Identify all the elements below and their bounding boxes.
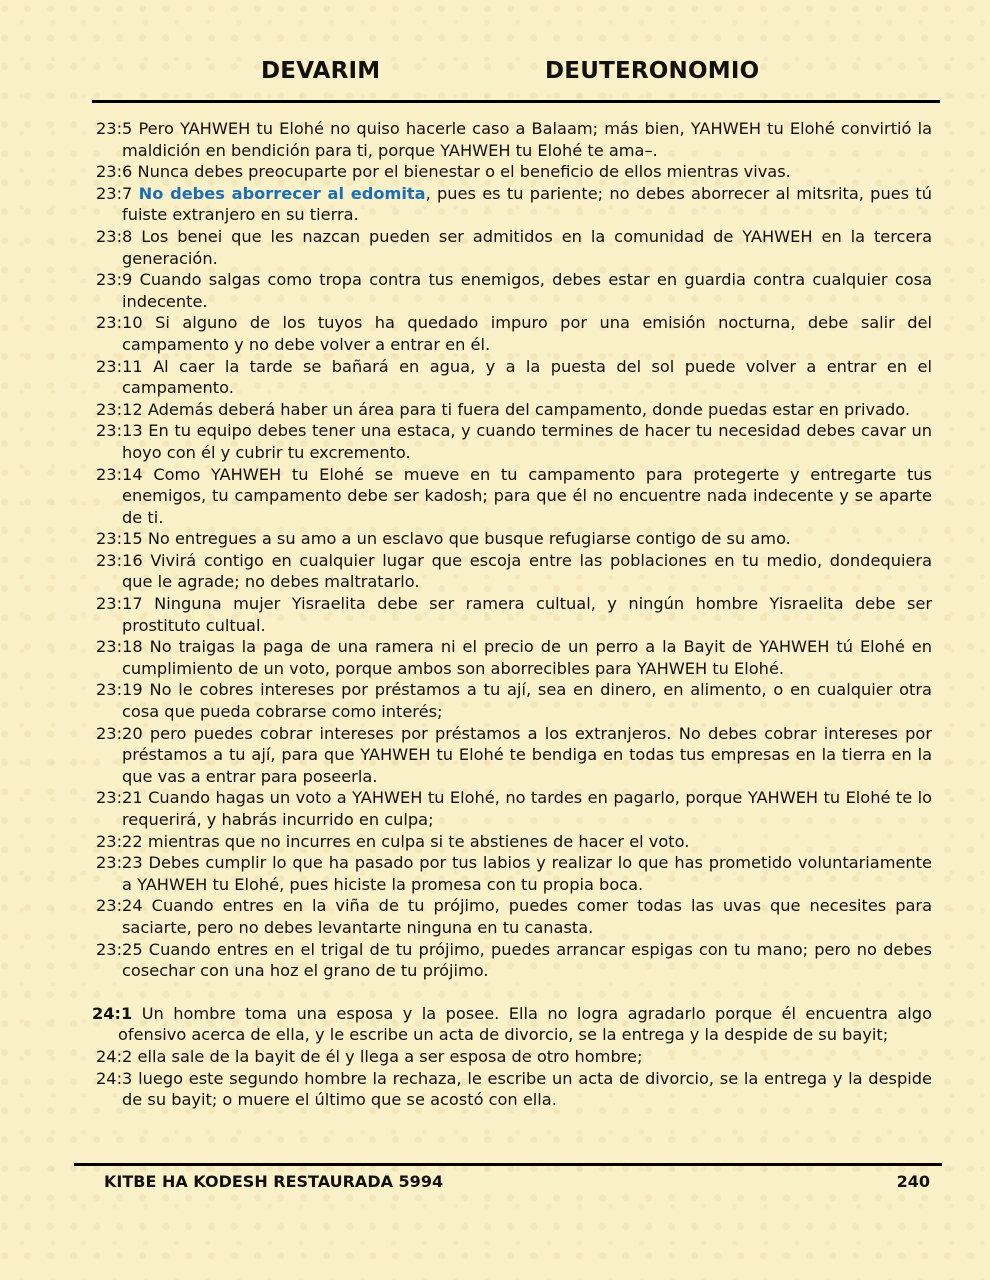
verse-text: Pero YAHWEH tu Elohé no quiso hacerle caso a Balaam; más bien, YAHWEH tu Elohé convirtió la maldición en bendición para ti, porque YAHWEH tu Elohé te ama–. xyxy=(122,119,932,160)
verse-text: En tu equipo debes tener una estaca, y cuando termines de hacer tu necesidad debes cavar un hoyo con él y cubrir tu excremento. xyxy=(122,421,932,462)
scripture-body xyxy=(92,118,932,1111)
verse xyxy=(96,118,932,161)
book-title-spanish: DEUTERONOMIO xyxy=(545,58,760,84)
verse xyxy=(96,831,932,853)
verse xyxy=(92,1003,932,1046)
verse-ref: 23:16 xyxy=(96,550,143,570)
verse xyxy=(96,787,932,830)
verse-text: Al caer la tarde se bañará en agua, y a la puesta del sol puede volver a entrar en el campamento. xyxy=(122,356,932,398)
verse xyxy=(96,183,932,226)
verse-ref: 23:22 xyxy=(96,831,143,851)
verse-ref: 23:11 xyxy=(96,356,143,376)
verse-ref: 23:8 xyxy=(96,226,133,246)
verse-text: Cuando entres en la viña de tu prójimo, puedes comer todas las uvas que necesites para saciarte, pero no debes levantarte ninguna en tu canasta. xyxy=(122,896,932,937)
verse xyxy=(96,1068,932,1111)
verse-text: mientras que no incurres en culpa si te abstienes de hacer el voto. xyxy=(147,831,690,851)
book-title-hebrew: DEVARIM xyxy=(261,58,381,84)
verse xyxy=(96,723,932,788)
verse xyxy=(96,312,932,355)
verse xyxy=(96,679,932,722)
verse xyxy=(96,399,932,421)
verse-text: Cuando hagas un voto a YAHWEH tu Elohé, no tardes en pagarlo, porque YAHWEH tu Elohé te lo requerirá, y habrás incurrido en culpa; xyxy=(122,788,932,829)
verse-ref: 23:23 xyxy=(96,853,143,873)
verse-highlight: No debes aborrecer al edomita xyxy=(138,183,426,203)
verse xyxy=(96,226,932,269)
verse xyxy=(96,593,932,636)
verse-text: Si alguno de los tuyos ha quedado impuro por una emisión nocturna, debe salir del campamento y no debe volver a entrar en él. xyxy=(122,313,932,354)
verse xyxy=(96,269,932,312)
footer-rule xyxy=(74,1163,942,1166)
verse-ref: 24:3 xyxy=(96,1068,133,1088)
verse-text: Además deberá haber un área para ti fuera del campamento, donde puedas estar en privado. xyxy=(147,399,911,419)
verse-ref: 23:14 xyxy=(96,464,143,484)
verse-text: No le cobres intereses por préstamos a tu ají, sea en dinero, en alimento, o en cualquier otra cosa que pueda cobrarse como interés; xyxy=(122,680,932,722)
verse-ref: 23:10 xyxy=(96,313,143,333)
verse-text: Como YAHWEH tu Elohé se mueve en tu campamento para protegerte y entregarte tus enemigos, tu campamento debe ser kadosh; para que él no encuentre nada indecente y se aparte de ti. xyxy=(122,464,932,527)
verse xyxy=(96,939,932,982)
verse xyxy=(96,356,932,399)
verse-ref: 23:18 xyxy=(96,637,143,657)
verse-text: Vivirá contigo en cualquier lugar que escoja entre las poblaciones en tu medio, dondequiera que le agrade; no debes maltratarlo. xyxy=(122,550,932,592)
verse xyxy=(96,895,932,938)
verse xyxy=(96,161,932,183)
verse-ref: 23:21 xyxy=(96,788,143,808)
verse xyxy=(96,852,932,895)
verse-ref: 23:6 xyxy=(96,162,133,182)
verse-text: , pues es tu pariente; no debes aborrecer al mitsrita, pues tú fuiste extranjero en su tierra. xyxy=(122,183,932,225)
verse-ref: 23:15 xyxy=(96,529,143,549)
page-footer xyxy=(0,1172,990,1196)
verse-text: Cuando salgas como tropa contra tus enemigos, debes estar en guardia contra cualquier cosa indecente. xyxy=(122,270,932,311)
header-rule xyxy=(92,100,940,103)
verse xyxy=(96,1046,932,1068)
verse-text: ella sale de la bayit de él y llega a ser esposa de otro hombre; xyxy=(137,1046,643,1066)
verse-text: Los benei que les nazcan pueden ser admitidos en la comunidad de YAHWEH en la tercera generación. xyxy=(122,226,932,268)
verse xyxy=(96,528,932,550)
verse-text: luego este segundo hombre la rechaza, le escribe un acta de divorcio, se la entrega y la despide de su bayit; o muere el último que se acostó con ella. xyxy=(122,1068,932,1110)
chapter-verse-ref: 24:1 xyxy=(92,1003,133,1023)
verse-ref: 23:9 xyxy=(96,270,133,290)
verse-ref: 23:17 xyxy=(96,594,143,614)
chapter-separator xyxy=(96,982,932,1003)
verse-text: Un hombre toma una esposa y la posee. Ella no logra agradarlo porque él encuentra algo ofensivo acerca de ella, y le escribe un acta de divorcio, se la entrega y la despide de su bayit; xyxy=(118,1003,932,1045)
verse xyxy=(96,550,932,593)
verse xyxy=(96,636,932,679)
verse-text: Ninguna mujer Yisraelita debe ser ramera cultual, y ningún hombre Yisraelita debe ser prostituto cultual. xyxy=(122,594,932,635)
verse-ref: 23:20 xyxy=(96,723,143,743)
verse xyxy=(96,420,932,463)
verse-text: Cuando entres en el trigal de tu prójimo, puedes arrancar espigas con tu mano; pero no debes cosechar con una hoz el grano de tu prójimo. xyxy=(122,939,932,981)
verse-ref: 23:7 xyxy=(96,183,133,203)
verse-text: pero puedes cobrar intereses por préstamos a los extranjeros. No debes cobrar intereses por préstamos a tu ají, para que YAHWEH tu Elohé te bendiga en todas tus empresas en la tierra en la que vas a entrar para poseerla. xyxy=(122,723,932,786)
verse-ref: 24:2 xyxy=(96,1046,133,1066)
verse-text: No traigas la paga de una ramera ni el precio de un perro a la Bayit de YAHWEH tú Elohé en cumplimiento de un voto, porque ambos son aborrecibles para YAHWEH tu Elohé. xyxy=(122,637,932,678)
verse-ref: 23:19 xyxy=(96,680,143,700)
footer-book-name: KITBE HA KODESH RESTAURADA 5994 xyxy=(104,1172,444,1191)
verse xyxy=(96,464,932,529)
verse-ref: 23:25 xyxy=(96,939,143,959)
verse-ref: 23:5 xyxy=(96,119,133,138)
verse-text: No entregues a su amo a un esclavo que busque refugiarse contigo de su amo. xyxy=(147,529,791,549)
verse-text: Nunca debes preocuparte por el bienestar o el beneficio de ellos mientras vivas. xyxy=(137,162,791,182)
page-number: 240 xyxy=(896,1172,930,1191)
verse-ref: 23:12 xyxy=(96,399,143,419)
page-header xyxy=(0,58,990,92)
verse-ref: 23:24 xyxy=(96,896,143,916)
verse-text: Debes cumplir lo que ha pasado por tus labios y realizar lo que has prometido voluntariamente a YAHWEH tu Elohé, pues hiciste la promesa con tu propia boca. xyxy=(122,853,932,894)
verse-ref: 23:13 xyxy=(96,421,143,441)
